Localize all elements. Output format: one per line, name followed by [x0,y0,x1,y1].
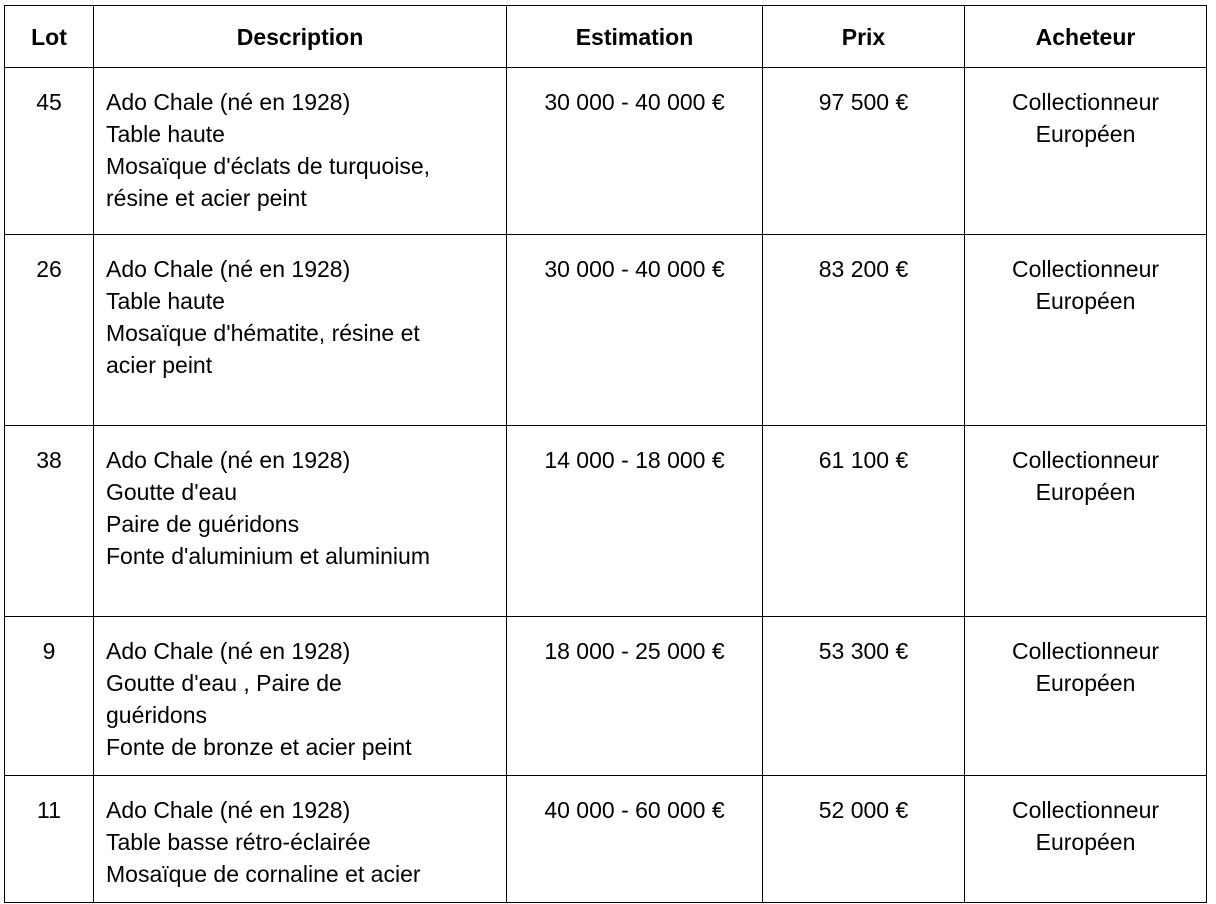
header-description: Description [94,6,507,68]
acheteur-cell [965,617,1207,776]
lot-cell: 11 [5,776,94,903]
lot-cell: 45 [5,68,94,235]
lot-cell: 9 [5,617,94,776]
acheteur-line: Collectionneur [1011,447,1160,473]
acheteur-line: Européen [1035,288,1136,314]
table-row [5,235,1207,426]
description-line: Table haute [106,121,225,147]
description-cell [94,617,507,776]
header-acheteur: Acheteur [965,6,1207,68]
acheteur-cell [965,68,1207,235]
description-cell [94,68,507,235]
lot-cell: 26 [5,235,94,426]
description-cell [94,426,507,617]
lot-cell: 38 [5,426,94,617]
estimation-cell: 30 000 - 40 000 € [507,235,763,426]
description-line: Fonte de bronze et acier peint [106,734,412,760]
description-line: acier peint [106,352,213,378]
prix-cell: 61 100 € [763,426,965,617]
table-row [5,617,1207,776]
auction-results-table [4,5,1207,903]
acheteur-line: Collectionneur [1011,89,1160,115]
description-cell [94,776,507,903]
table-row [5,426,1207,617]
table-header-row [5,6,1207,68]
description-line: guéridons [106,702,208,728]
prix-cell: 97 500 € [763,68,965,235]
prix-cell: 52 000 € [763,776,965,903]
description-line: Ado Chale (né en 1928) [106,638,351,664]
acheteur-cell [965,235,1207,426]
description-line: Mosaïque d'éclats de turquoise, [106,153,431,179]
acheteur-cell [965,776,1207,903]
table-row [5,776,1207,903]
estimation-cell: 40 000 - 60 000 € [507,776,763,903]
acheteur-line: Collectionneur [1011,797,1160,823]
description-line: Goutte d'eau [106,479,237,505]
description-line: Mosaïque d'hématite, résine et [106,320,420,346]
description-line: Goutte d'eau , Paire de [106,670,342,696]
description-line: Table haute [106,288,225,314]
description-line: résine et acier peint [106,185,307,211]
estimation-cell: 30 000 - 40 000 € [507,68,763,235]
description-line: Ado Chale (né en 1928) [106,447,351,473]
estimation-cell: 14 000 - 18 000 € [507,426,763,617]
description-line: Ado Chale (né en 1928) [106,89,351,115]
description-line: Mosaïque de cornaline et acier [106,861,421,887]
acheteur-line: Collectionneur [1011,638,1160,664]
description-line: Ado Chale (né en 1928) [106,797,351,823]
description-line: Paire de guéridons [106,511,300,537]
acheteur-line: Européen [1035,670,1136,696]
acheteur-line: Collectionneur [1011,256,1160,282]
header-prix: Prix [763,6,965,68]
description-line: Ado Chale (né en 1928) [106,256,351,282]
description-line: Table basse rétro-éclairée [106,829,371,855]
estimation-cell: 18 000 - 25 000 € [507,617,763,776]
header-estimation: Estimation [507,6,763,68]
acheteur-cell [965,426,1207,617]
acheteur-line: Européen [1035,829,1136,855]
prix-cell: 83 200 € [763,235,965,426]
acheteur-line: Européen [1035,121,1136,147]
description-cell [94,235,507,426]
description-line: Fonte d'aluminium et aluminium [106,543,430,569]
header-lot: Lot [5,6,94,68]
table-row [5,68,1207,235]
prix-cell: 53 300 € [763,617,965,776]
acheteur-line: Européen [1035,479,1136,505]
